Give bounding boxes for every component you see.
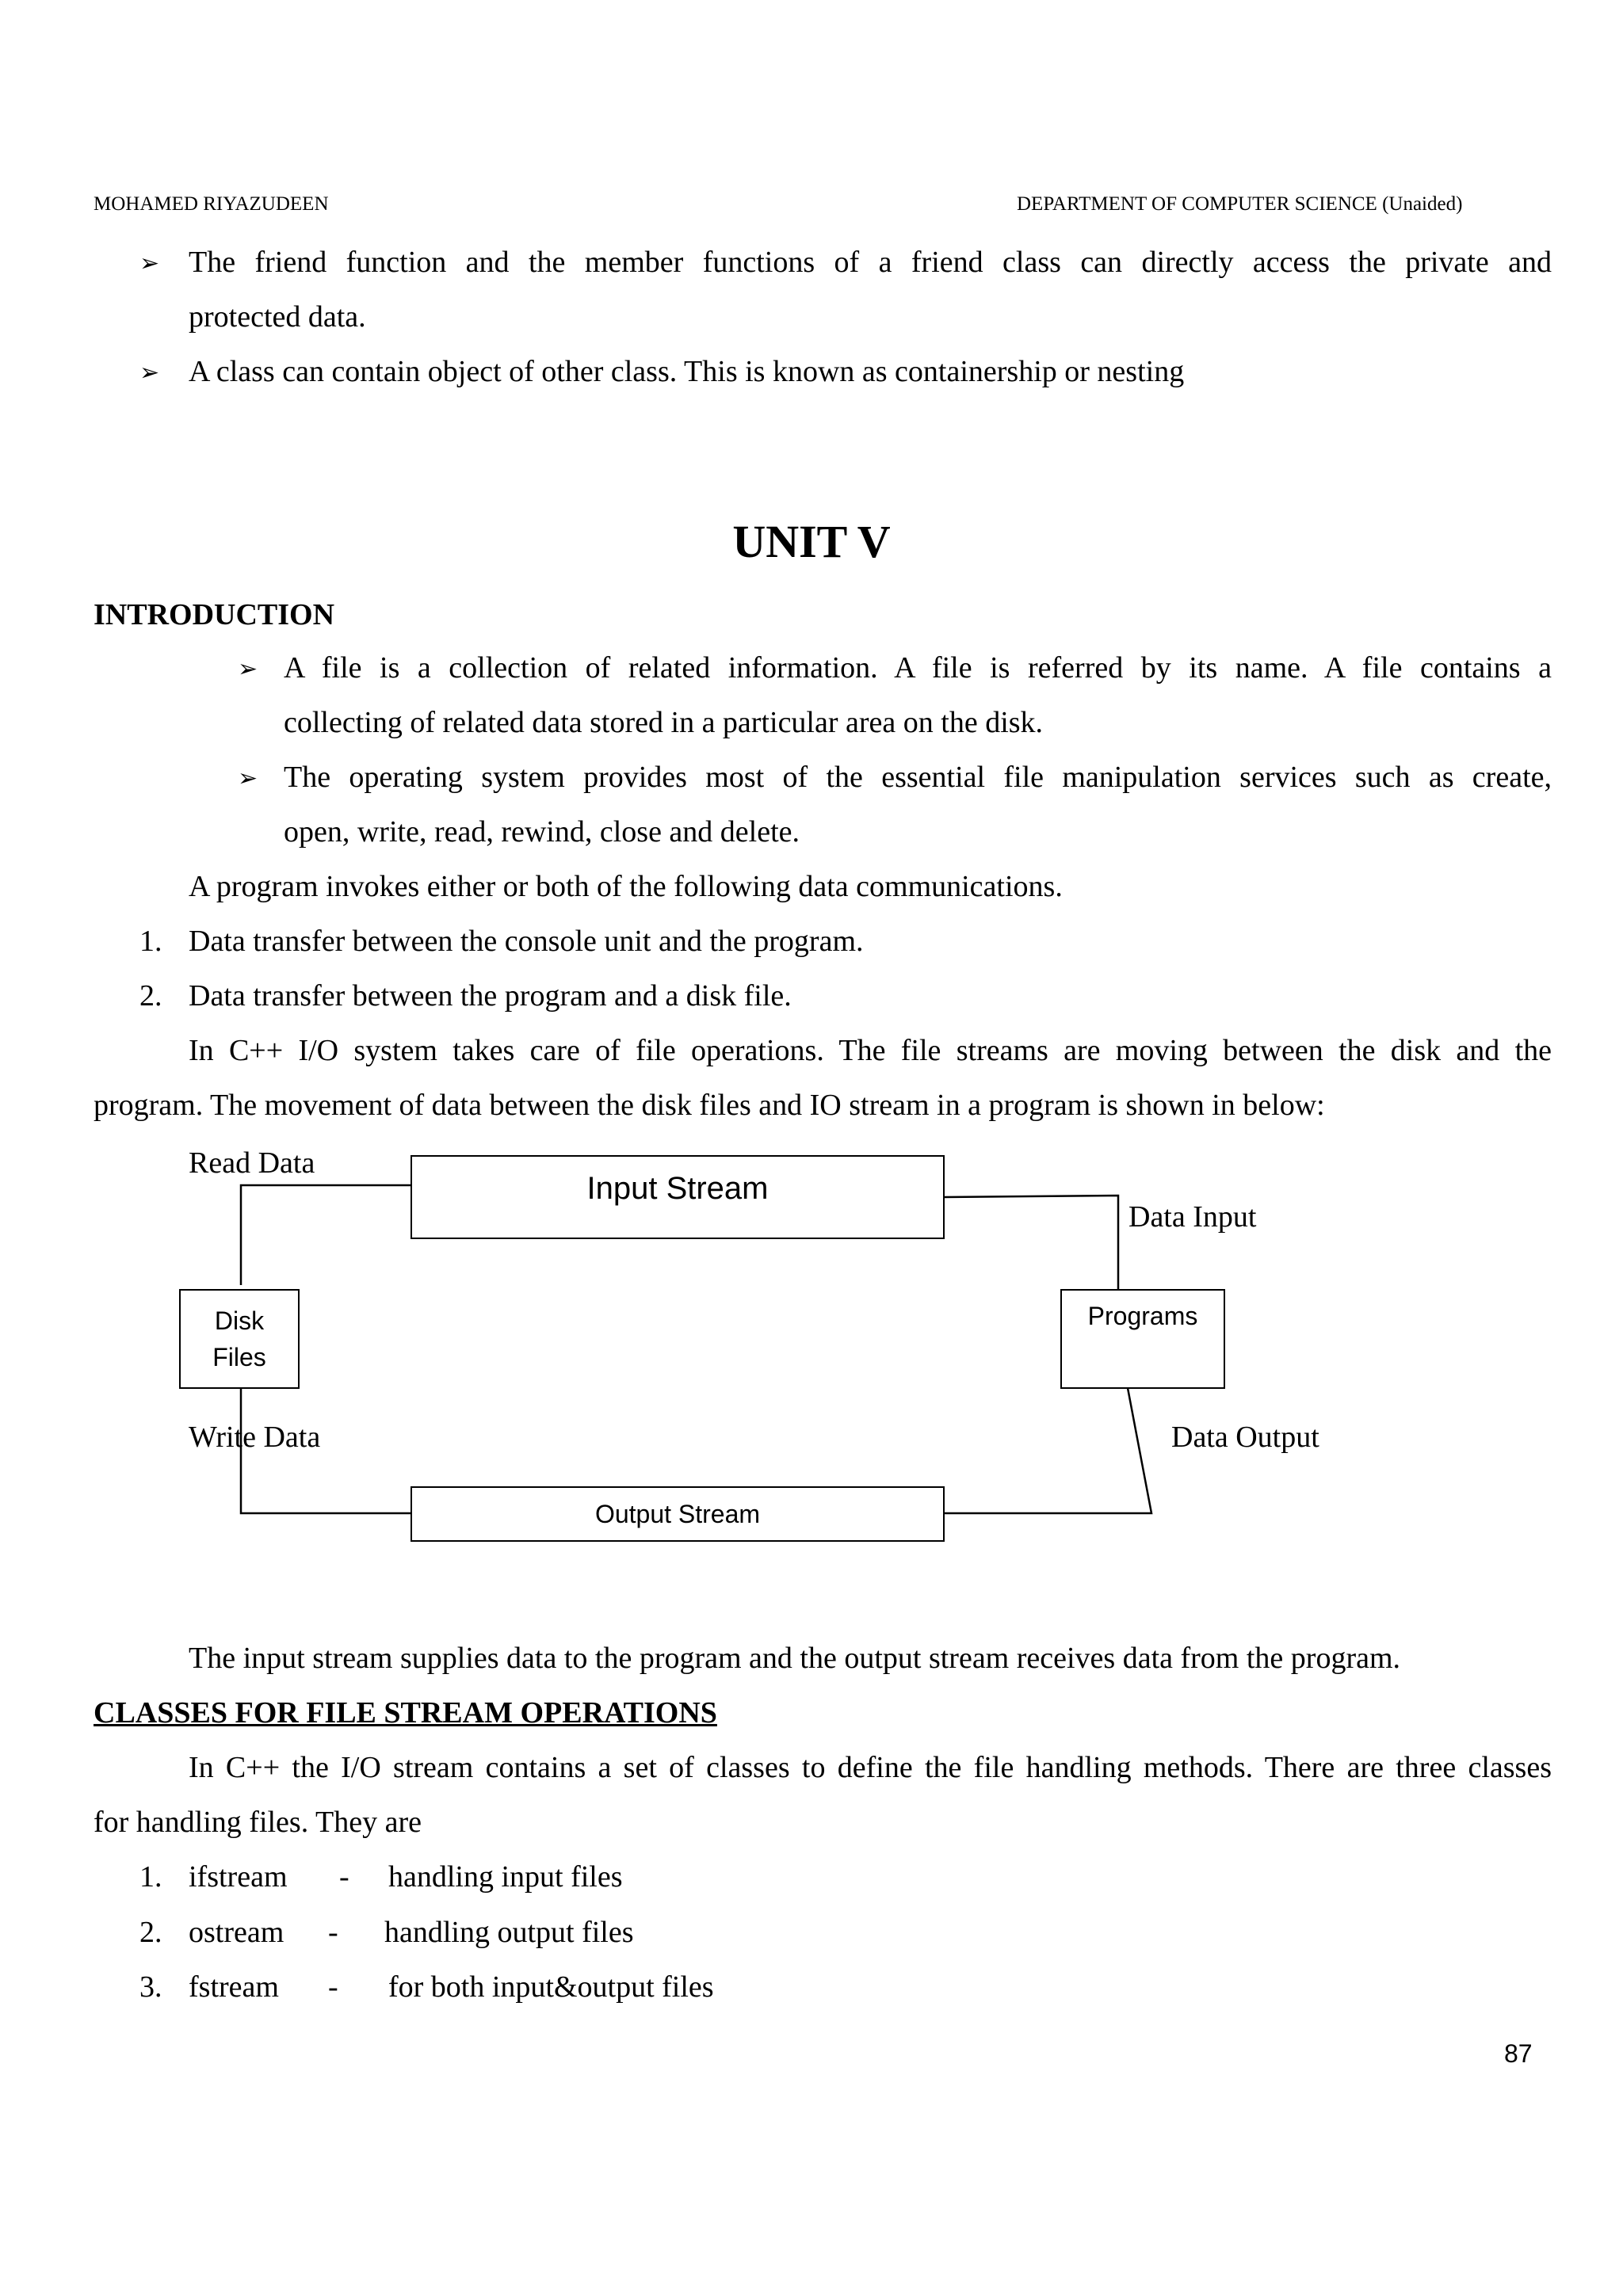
bullet-arrow-icon: ➢ bbox=[139, 250, 160, 277]
header-department: DEPARTMENT OF COMPUTER SCIENCE (Unaided) bbox=[1017, 193, 1463, 215]
after-diagram-paragraph: The input stream supplies data to the program and the output stream receives data from the program. bbox=[189, 1642, 1401, 1675]
data-input-label: Data Input bbox=[1128, 1200, 1257, 1234]
intro-file-bullet-line1: A file is a collection of related information. A file is referred by its name. A file contains a bbox=[284, 651, 1552, 685]
bullet-arrow-icon: ➢ bbox=[238, 655, 258, 683]
class-item-dash: - bbox=[328, 1916, 338, 1949]
list-number: 1. bbox=[139, 925, 162, 958]
bullet-arrow-icon: ➢ bbox=[139, 359, 160, 387]
introduction-heading: INTRODUCTION bbox=[94, 598, 335, 631]
class-item-desc: handling input files bbox=[388, 1860, 623, 1894]
write-data-label: Write Data bbox=[189, 1421, 321, 1454]
classes-paragraph-line1: In C++ the I/O stream contains a set of classes to define the file handling methods. There are three classes bbox=[189, 1751, 1552, 1784]
disk-files-label-line1: Disk bbox=[214, 1306, 265, 1335]
io-paragraph-line2: program. The movement of data between the disk files and IO stream in a program is shown in below: bbox=[94, 1089, 1325, 1122]
class-item-dash: - bbox=[339, 1860, 349, 1894]
output-stream-label: Output Stream bbox=[594, 1499, 761, 1528]
class-item-desc: handling output files bbox=[384, 1916, 634, 1949]
intro-file-bullet-line2: collecting of related data stored in a particular area on the disk. bbox=[284, 706, 1044, 739]
class-item-name: ifstream bbox=[189, 1860, 288, 1894]
intro-bullet-2: A class can contain object of other class. This is known as containership or nesting bbox=[189, 355, 1185, 388]
classes-heading: CLASSES FOR FILE STREAM OPERATIONS bbox=[94, 1696, 717, 1730]
data-output-label: Data Output bbox=[1171, 1421, 1319, 1454]
class-item-dash: - bbox=[328, 1970, 338, 2004]
class-item-name: ostream bbox=[189, 1916, 285, 1949]
read-data-label: Read Data bbox=[189, 1146, 315, 1180]
output-stream-box bbox=[411, 1486, 945, 1542]
class-item-desc: for both input&output files bbox=[388, 1970, 714, 2004]
intro-bullet-1-line2: protected data. bbox=[189, 300, 366, 334]
intro-paragraph: A program invokes either or both of the following data communications. bbox=[189, 870, 1063, 903]
class-item-name: fstream bbox=[189, 1970, 279, 2004]
class-item-number: 3. bbox=[139, 1970, 162, 2004]
disk-files-label-line2: Files bbox=[212, 1343, 266, 1371]
io-paragraph-line1: In C++ I/O system takes care of file operations. The file streams are moving between the disk and the bbox=[189, 1034, 1552, 1067]
intro-bullet-1-line1: The friend function and the member functions of a friend class can directly access the private and bbox=[189, 246, 1552, 279]
intro-os-bullet-line1: The operating system provides most of the essential file manipulation services such as create, bbox=[284, 761, 1552, 794]
class-item-number: 1. bbox=[139, 1860, 162, 1894]
connector-disk-to-input bbox=[241, 1185, 411, 1285]
programs-label: Programs bbox=[1087, 1302, 1198, 1330]
intro-os-bullet-line2: open, write, read, rewind, close and delete. bbox=[284, 815, 800, 849]
list-number: 2. bbox=[139, 979, 162, 1013]
list-item-text: Data transfer between the console unit and the program. bbox=[189, 925, 864, 958]
input-stream-box bbox=[411, 1155, 945, 1239]
programs-box bbox=[1060, 1289, 1225, 1389]
list-item-text: Data transfer between the program and a disk file. bbox=[189, 979, 792, 1013]
classes-paragraph-line2: for handling files. They are bbox=[94, 1806, 422, 1839]
disk-files-box bbox=[179, 1289, 300, 1389]
connector-programs-to-output bbox=[945, 1388, 1151, 1513]
connector-input-to-programs bbox=[945, 1196, 1118, 1290]
page-number: 87 bbox=[1504, 2039, 1533, 2068]
unit-title: UNIT V bbox=[732, 516, 891, 567]
class-item-number: 2. bbox=[139, 1916, 162, 1949]
input-stream-label: Input Stream bbox=[586, 1171, 769, 1206]
bullet-arrow-icon: ➢ bbox=[238, 765, 258, 792]
header-author: MOHAMED RIYAZUDEEN bbox=[94, 193, 329, 215]
